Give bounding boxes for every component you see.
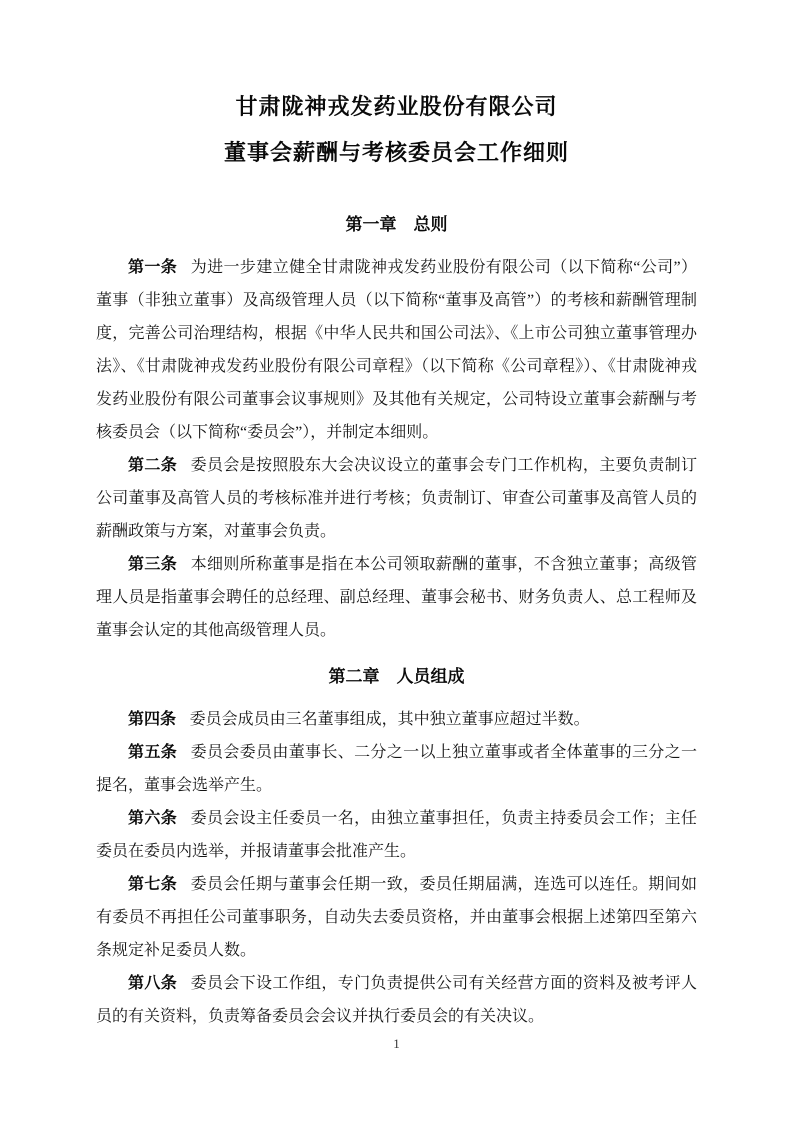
article-1: [96, 251, 697, 449]
article-1-label: 第一条: [128, 259, 178, 276]
page-number: 1: [393, 1036, 400, 1051]
article-3-label: 第三条: [128, 556, 178, 573]
article-8-label: 第八条: [128, 975, 178, 992]
chapter-1-heading: 第一章 总则: [345, 215, 448, 234]
article-3: [96, 548, 697, 647]
article-2: [96, 449, 697, 548]
article-6: [96, 802, 697, 868]
article-2-label: 第二条: [128, 457, 178, 474]
article-7: [96, 868, 697, 967]
article-8: [96, 967, 697, 1033]
article-1-text: 为进一步建立健全甘肃陇神戎发药业股份有限公司（以下简称“公司”）董事（非独立董事）及高级管理人员（以下简称“董事及高管”）的考核和薪酬管理制度，完善公司治理结构，根据《中华人民共和国公司法》、《上市公司独立董事管理办法》、《甘肃陇神戎发药业股份有限公司章程》（以下简称《公司章程》）、《甘肃陇神戎发药业股份有限公司董事会议事规则》及其他有关规定，公司特设立董事会薪酬与考核委员会（以下简称“委员会”），并制定本细则。: [96, 259, 697, 441]
article-7-text: 委员会任期与董事会任期一致，委员任期届满，连选可以连任。期间如有委员不再担任公司董事职务，自动失去委员资格，并由董事会根据上述第四至第六条规定补足委员人数。: [96, 876, 697, 959]
article-5: [96, 736, 697, 802]
article-4-label: 第四条: [128, 711, 177, 728]
article-7-label: 第七条: [128, 876, 178, 893]
document-title-line2: 董事会薪酬与考核委员会工作细则: [223, 140, 569, 165]
article-5-text: 委员会委员由董事长、二分之一以上独立董事或者全体董事的三分之一提名，董事会选举产生。: [96, 744, 697, 794]
article-6-text: 委员会设主任委员一名，由独立董事担任，负责主持委员会工作；主任委员在委员内选举，并报请董事会批准产生。: [96, 810, 697, 860]
article-2-text: 委员会是按照股东大会决议设立的董事会专门工作机构，主要负责制订公司董事及高管人员的考核标准并进行考核；负责制订、审查公司董事及高管人员的薪酬政策与方案，对董事会负责。: [96, 457, 697, 540]
article-5-label: 第五条: [128, 744, 178, 761]
article-6-label: 第六条: [128, 810, 178, 827]
article-4-text: 委员会成员由三名董事组成，其中独立董事应超过半数。: [189, 711, 590, 728]
article-4: [96, 703, 697, 736]
article-8-text: 委员会下设工作组，专门负责提供公司有关经营方面的资料及被考评人员的有关资料，负责筹备委员会会议并执行委员会的有关决议。: [96, 975, 697, 1025]
chapter-2-heading: 第二章 人员组成: [328, 667, 465, 686]
document-title-line1: 甘肃陇神戎发药业股份有限公司: [235, 94, 558, 119]
article-3-text: 本细则所称董事是指在本公司领取薪酬的董事，不含独立董事；高级管理人员是指董事会聘任的总经理、副总经理、董事会秘书、财务负责人、总工程师及董事会认定的其他高级管理人员。: [96, 556, 697, 639]
